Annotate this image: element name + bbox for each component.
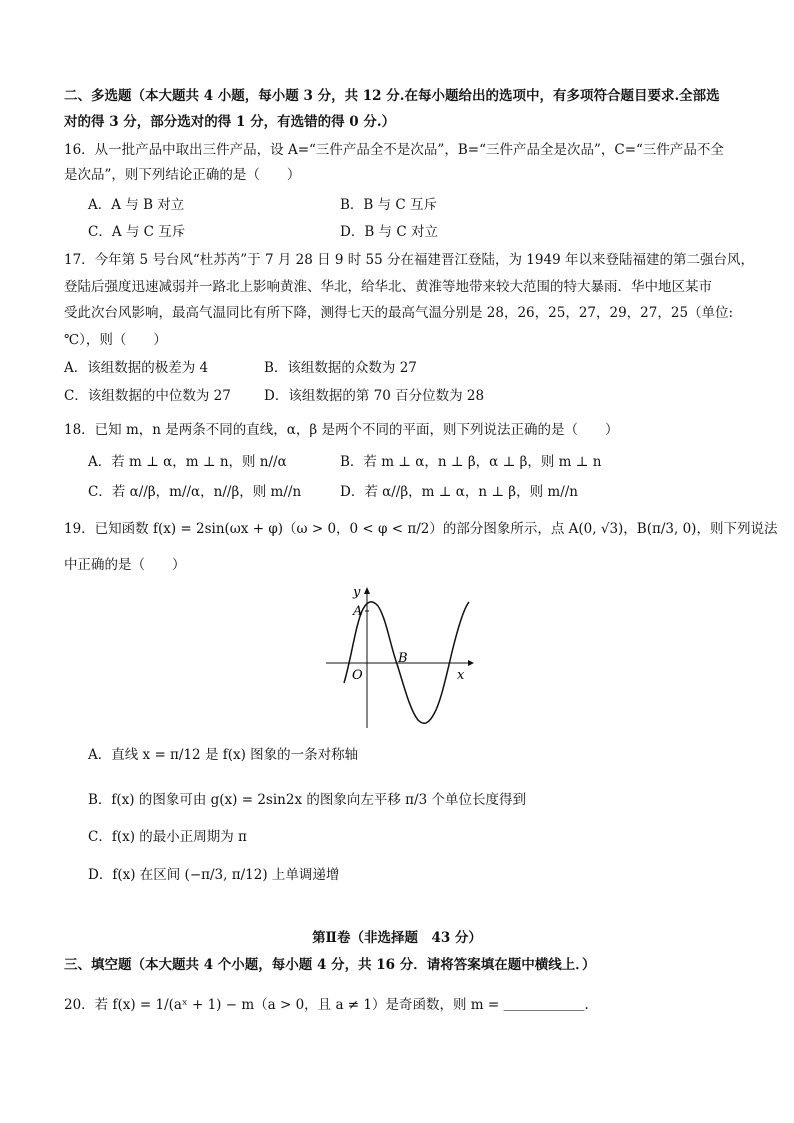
q19-stem-line1: 19．已知函数 f(x) = 2sin(ωx + φ)（ω > 0，0 < φ < π/2）的部分图象所示，点 A(0, √3)，B(π/3, 0)，则下列说法 [64, 521, 778, 537]
label-a: A [353, 604, 363, 619]
section2-header-line1: 二、多选题（本大题共 4 小题，每小题 3 分，共 12 分.在每小题给出的选项中，有多项符合题目要求.全部选 [64, 88, 720, 104]
part2-title: 第Ⅱ卷（非选择题 43 分） [312, 930, 482, 946]
q16-stem-line2: 是次品”，则下列结论正确的是（ ） [64, 167, 301, 183]
q18-option-b: B．若 m ⊥ α，n ⊥ β，α ⊥ β，则 m ⊥ n [340, 454, 602, 470]
q18-option-a: A．若 m ⊥ α，m ⊥ n，则 n//α [88, 454, 287, 470]
q16-option-b: B．B 与 C 互斥 [340, 197, 438, 213]
x-axis-arrow [468, 660, 474, 666]
q17-option-b: B．该组数据的众数为 27 [264, 360, 417, 376]
q16-stem-line1: 16．从一批产品中取出三件产品，设 A=“三件产品全不是次品”，B=“三件产品全是次品”，C=“三件产品不全 [64, 142, 724, 158]
q17-option-c: C．该组数据的中位数为 27 [64, 388, 231, 404]
q19-option-c: C．f(x) 的最小正周期为 π [88, 829, 247, 845]
q18-option-d: D．若 α//β，m ⊥ α，n ⊥ β，则 m//n [340, 484, 578, 500]
q18-option-c: C．若 α//β，m//α，n//β，则 m//n [88, 484, 302, 500]
q16-option-c: C．A 与 C 互斥 [88, 224, 186, 240]
q19-option-b: B．f(x) 的图象可由 g(x) = 2sin2x 的图象向左平移 π/3 个单位长度得到 [88, 792, 526, 808]
q17-stem-line4: ℃），则（ ） [64, 332, 167, 348]
q18-stem: 18．已知 m，n 是两条不同的直线，α，β 是两个不同的平面，则下列说法正确的是（ ） [64, 422, 619, 438]
label-x: x [457, 668, 465, 683]
q19-option-a: A．直线 x = π/12 是 f(x) 图象的一条对称轴 [88, 747, 359, 763]
q19-stem-line2: 中正确的是（ ） [64, 557, 186, 573]
label-o: O [352, 668, 363, 683]
q17-option-a: A．该组数据的极差为 4 [64, 360, 209, 376]
section3-header: 三、填空题（本大题共 4 个小题，每小题 4 分，共 16 分．请将答案填在题中横线上．） [64, 957, 596, 973]
section2-header-line2: 对的得 3 分，部分选对的得 1 分，有选错的得 0 分.） [64, 114, 396, 130]
q17-stem-line3: 受此次台风影响，最高气温同比有所下降，测得七天的最高气温分别是 28，26，25，27，29，27，25（单位: [64, 305, 734, 321]
q16-option-a: A．A 与 B 对立 [88, 197, 185, 213]
label-b: B [398, 651, 408, 666]
label-y: y [353, 585, 361, 600]
q20-stem: 20．若 f(x) = 1/(aˣ + 1) − m（a > 0，且 a ≠ 1）是奇函数，则 m = ＿＿＿＿＿＿. [64, 997, 589, 1013]
q17-stem-line2: 登陆后强度迅速减弱并一路北上影响黄淮、华北，给华北、黄淮等地带来较大范围的特大暴雨．华中地区某市 [64, 279, 712, 295]
q17-stem-line1: 17．今年第 5 号台风“杜苏芮”于 7 月 28 日 9 时 55 分在福建晋江登陆，为 1949 年以来登陆福建的第二强台风， [64, 252, 754, 268]
q16-option-d: D．B 与 C 对立 [340, 224, 438, 240]
q17-option-d: D．该组数据的第 70 百分位数为 28 [264, 388, 485, 404]
q19-option-d: D．f(x) 在区间 (−π/3, π/12) 上单调递增 [88, 867, 340, 883]
y-axis-arrow [364, 587, 370, 594]
q19-function-graph [318, 582, 478, 730]
